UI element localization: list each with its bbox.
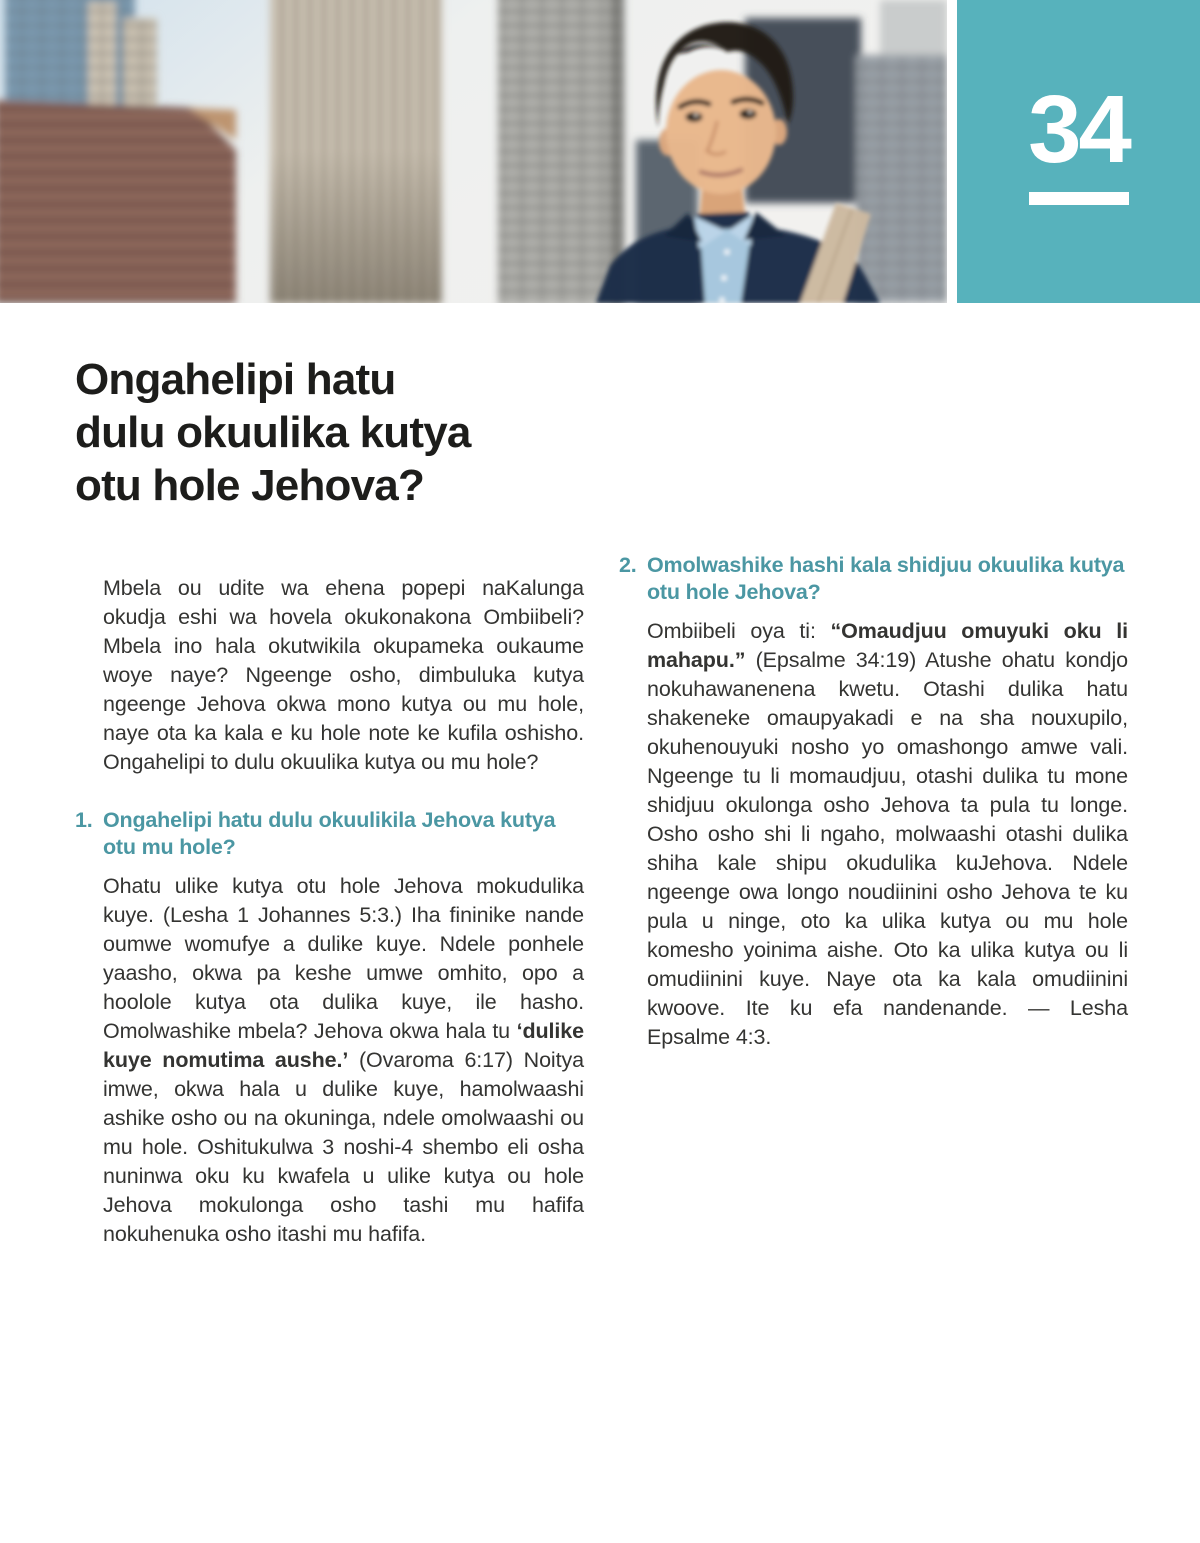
page-title <box>75 353 1128 512</box>
city-skyline-illustration <box>0 0 947 303</box>
column-right <box>619 552 1128 1074</box>
chapter-badge <box>957 0 1200 303</box>
chapter-underline <box>1029 192 1129 205</box>
chapter-number: 34 <box>1028 76 1129 183</box>
page-title-line-3: otu hole Jehova? <box>75 461 425 510</box>
section-2-heading: Omolwashike hashi kala shidjuu okuulika kutya otu hole Jehova? <box>647 553 1125 604</box>
section-1-header <box>75 807 584 861</box>
two-column-layout <box>75 552 1128 1270</box>
section-2-number: 2. <box>619 553 637 577</box>
page-title-line-1: Ongahelipi hatu <box>75 355 396 404</box>
section-2-header <box>619 552 1128 606</box>
header-photo-city-man <box>0 0 947 303</box>
page-content <box>0 353 1200 1270</box>
section-1-number: 1. <box>75 807 93 832</box>
section-1-paragraph: Ohatu ulike kutya otu hole Jehova mokudulika kuye. (Lesha 1 Johannes 5:3.) Iha fininike nande oumwe womufye a dulike kuye. Ndele ponhele yaasho, okwa pa keshe umwe omhito, opo a hoolole kutya ota dulika kuye, ile hasho. Omolwashike mbela? Jehova okwa hala tu ‘dulike kuye nomutima aushe.’ (Ovaroma 6:17) Noitya imwe, okwa hala u dulike kuye, hamolwaashi ashike osho ou na okuninga, ndele omolwaashi ou mu hole. Oshitukulwa 3 noshi-4 shembo eli osha nuninwa oku ku kwafela u ulike kutya ou hole Jehova mokulonga osho tashi mu hafifa nokuhenuka osho itashi mu hafifa. <box>103 873 584 1246</box>
section-2-paragraph: Ombiibeli oya ti: “Omaudjuu omuyuki oku li mahapu.” (Epsalme 34:19) Atushe ohatu kondjo nokuhawanenena kwetu. Otashi dulika hatu shakeneke omaupyakadi e na sha nouxupilo, okuhenouyuki nosho yo omashongo amwe vali. Ngeenge tu li momaudjuu, otashi dulika tu mone shidjuu okulonga osho Jehova ta pula tu longe. Osho osho shi li ngaho, molwaashi otashi dulika shiha kale shipu okudulika kuJehova. Ndele ngeenge owa longo noudiinini osho Jehova te ku pula u ninge, oto ka ulika kutya ou mu hole komesho yoinima aishe. Oto ka ulika kutya ou li omudiinini kuye. Naye ota ka kala omudiinini kwoove. Ite ku efa nandenande. — Lesha Epsalme 4:3. <box>647 619 1128 1049</box>
page-header <box>0 0 1200 303</box>
section-1 <box>75 807 584 1249</box>
section-2 <box>619 552 1128 1052</box>
intro-paragraph: Mbela ou udite wa ehena popepi naKalunga okudja eshi wa hovela okukonakona Ombiibeli? Mbela ino hala okutwikila okupameka oukaume woye naye? Ngeenge osho, dimbuluka kutya ngeenge Jehova okwa mono kutya ou mu hole, naye ota ka kala e ku hole note ke kufila oshisho. Ongahelipi to dulu okuulika kutya ou mu hole? <box>103 575 584 774</box>
column-left <box>75 552 584 1270</box>
section-1-heading: Ongahelipi hatu dulu okuulikila Jehova kutya otu mu hole? <box>103 807 556 859</box>
page-title-line-2: dulu okuulika kutya <box>75 408 471 457</box>
